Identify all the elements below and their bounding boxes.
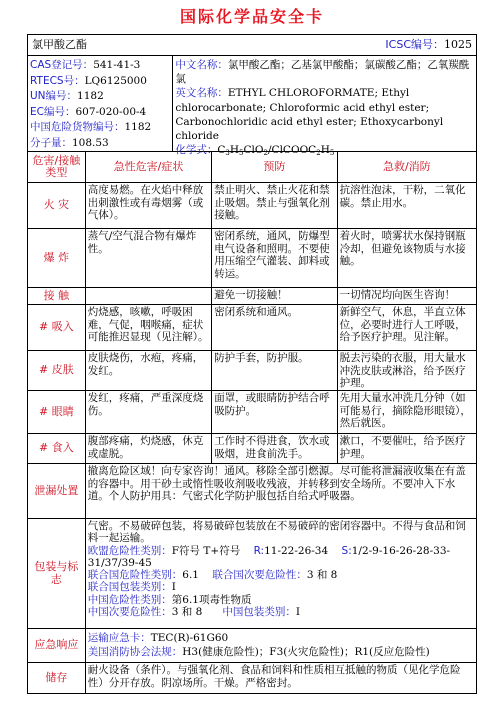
row-type-contact: 接 触 xyxy=(28,288,86,304)
row-prevention: 避免一切接触！ xyxy=(212,288,337,304)
nfpa-code: 美国消防协会法规：H3(健康危险性)；F3(火灾危险性)；R1(反应危险性) xyxy=(87,646,430,658)
header-acute: 急性危害/症状 xyxy=(86,152,212,182)
row-type-skin: # 皮肤 xyxy=(28,351,86,390)
header-prevention: 预防 xyxy=(212,152,337,182)
emergency-block xyxy=(86,629,476,662)
row-acute: 发红，疼痛，严重深度烧伤。 xyxy=(86,391,212,433)
packaging-line1: 气密。不易破碎包装，将易破碎包装放在不易破碎的密闭容器中。不得与食品和饲料一起运输。 xyxy=(87,520,466,545)
row-type-ingestion: # 食入 xyxy=(28,434,86,463)
spill-text: 撤离危险区域！向专家咨询！通风。移除全部引燃源。尽可能将泄漏液收集在有盖的容器中。用干砂土或惰性吸收剂吸收残液，并转移到安全场所。不要冲入下水道。个人防护用具：气密式化学防护服包括自给式呼吸器。 xyxy=(87,465,466,502)
table-row xyxy=(28,434,476,464)
emergency-label: 应急响应 xyxy=(28,629,86,662)
emergency-row xyxy=(28,629,476,663)
eu-classification: 欧盟危险性类别：F符号 T+符号 R:11-22-26-34 S:1/2-9-16-26-28-33-31/37/39-45 xyxy=(87,544,451,569)
ec-line: EC编号：607-020-00-4 xyxy=(30,105,147,118)
table-row xyxy=(28,351,476,391)
table-row xyxy=(28,183,476,229)
row-acute xyxy=(86,288,212,304)
row-firstaid: 新鲜空气，休息，半直立体位，必要时进行人工呼吸，给予医疗护理。见注解。 xyxy=(339,306,466,343)
un-pack-group: 联合国包装类别：I xyxy=(87,581,176,594)
formula: 化学式：$C_3H_5ClO_2/ClCOOC_2H_5$ xyxy=(175,144,335,158)
packaging-label: 包装与标志 xyxy=(28,519,86,628)
row-prevention: 工作时不得进食，饮水或吸烟，进食前洗手。 xyxy=(212,434,337,463)
cn-hazard-line: 中国危险货物编号：1182 xyxy=(30,121,152,133)
storage-text: 耐火设备（条件）。与强氧化剂、食品和饲料和性质相互抵触的物质（见化学危险性）分开存放。阴凉场所。干燥。严格密封。 xyxy=(87,664,461,689)
cn-classification: 中国危险性类别：第6.1项毒性物质 xyxy=(87,593,252,606)
id-list xyxy=(28,56,173,151)
row-type-inhalation: # 吸入 xyxy=(28,305,86,350)
row-acute: 高度易燃。在火焰中释放出刺激性或有毒烟雾（或气体）。 xyxy=(86,183,212,228)
row-prevention: 密闭系统和通风。 xyxy=(212,305,337,350)
names-block xyxy=(173,56,476,158)
row-prevention: 密闭系统，通风，防爆型电气设备和照明。不要使用压缩空气灌装、卸料或转运。 xyxy=(212,229,337,287)
rtecs-line: RTECS号：LQ6125000 xyxy=(30,74,147,87)
cn-sub-classification: 中国次要危险性：3 和 8 中国包装类别：I xyxy=(87,606,300,619)
row-type-explosion: 爆 炸 xyxy=(28,229,86,287)
un-line: UN编号：1182 xyxy=(30,90,104,102)
header-type: 危害/接触类型 xyxy=(28,152,86,182)
row-acute: 灼烧感，咳嗽，呼吸困难，气促，咽喉痛，症状可能推迟显现（见注解）。 xyxy=(86,305,212,350)
row-prevention: 防护手套，防护服。 xyxy=(212,351,337,390)
row-acute: 皮肤烧伤，水疱，疼痛，发红。 xyxy=(86,351,212,390)
storage-label: 储存 xyxy=(28,663,86,693)
transport-card: 运输应急卡：TEC(R)-61G60 xyxy=(87,632,229,644)
row-prevention: 禁止明火、禁止火花和禁止吸烟。禁止与强氧化剂接触。 xyxy=(212,183,337,228)
table-row xyxy=(28,288,476,305)
un-classification: 联合国危险性类别：6.1 联合国次要危险性：3 和 8 xyxy=(87,569,338,582)
row-firstaid: 先用大量水冲洗几分钟（如可能易行，摘除隐形眼镜），然后就医。 xyxy=(339,392,471,429)
table-row xyxy=(28,229,476,288)
row-firstaid: 脱去污染的衣服，用大量水冲洗皮肤或淋浴，给予医疗护理。 xyxy=(339,352,466,389)
row-prevention: 面罩，或眼睛防护结合呼吸防护。 xyxy=(212,391,337,433)
cn-name: 中文名称：氯甲酸乙酯；乙基氯甲酸酯；氯碳酸乙酯；乙氧羰酰氯 xyxy=(175,59,470,86)
spill-label: 泄漏处置 xyxy=(28,464,86,518)
header-firstaid: 急救/消防 xyxy=(382,159,431,173)
safety-card xyxy=(27,34,477,694)
en-name: 英文名称：ETHYL CHLOROFORMATE; Ethyl chlorocarbonate; Chloroformic acid ethyl ester; Carbonochloridic acid ethyl ester; Ethoxycarbonyl chloride xyxy=(175,87,444,143)
packaging-row xyxy=(28,519,476,629)
page-title: 国际化学品安全卡 xyxy=(179,7,324,26)
identifiers-row xyxy=(28,56,476,158)
table-row xyxy=(28,391,476,434)
row-firstaid: 着火时，喷雾状水保持钢瓶冷却，但避免该物质与水接触。 xyxy=(339,230,466,267)
top-row xyxy=(28,35,476,56)
row-firstaid: 抗溶性泡沫，干粉，二氧化碳。禁止用水。 xyxy=(339,184,466,209)
cas-line: CAS登记号：541-41-3 xyxy=(30,59,141,71)
table-header xyxy=(28,152,476,183)
row-firstaid: 漱口，不要催吐，给予医疗护理。 xyxy=(339,435,466,460)
spill-row xyxy=(28,464,476,519)
storage-row xyxy=(28,663,476,693)
row-acute: 腹部疼痛，灼烧感，休克或虚脱。 xyxy=(86,434,212,463)
mw-line: 分子量：108.53 xyxy=(30,136,109,149)
row-acute: 蒸气/空气混合物有爆炸性。 xyxy=(86,229,212,287)
icsc-value: 1025 xyxy=(444,37,472,51)
row-firstaid: 一切情况均向医生咨询！ xyxy=(339,289,456,301)
chemical-name: 氯甲酸乙酯 xyxy=(32,37,87,51)
packaging-block xyxy=(86,519,476,628)
row-type-eyes: # 眼睛 xyxy=(28,391,86,433)
row-type-fire: 火 灾 xyxy=(28,183,86,228)
table-row xyxy=(28,305,476,351)
icsc-label: ICSC编号： xyxy=(385,37,444,51)
